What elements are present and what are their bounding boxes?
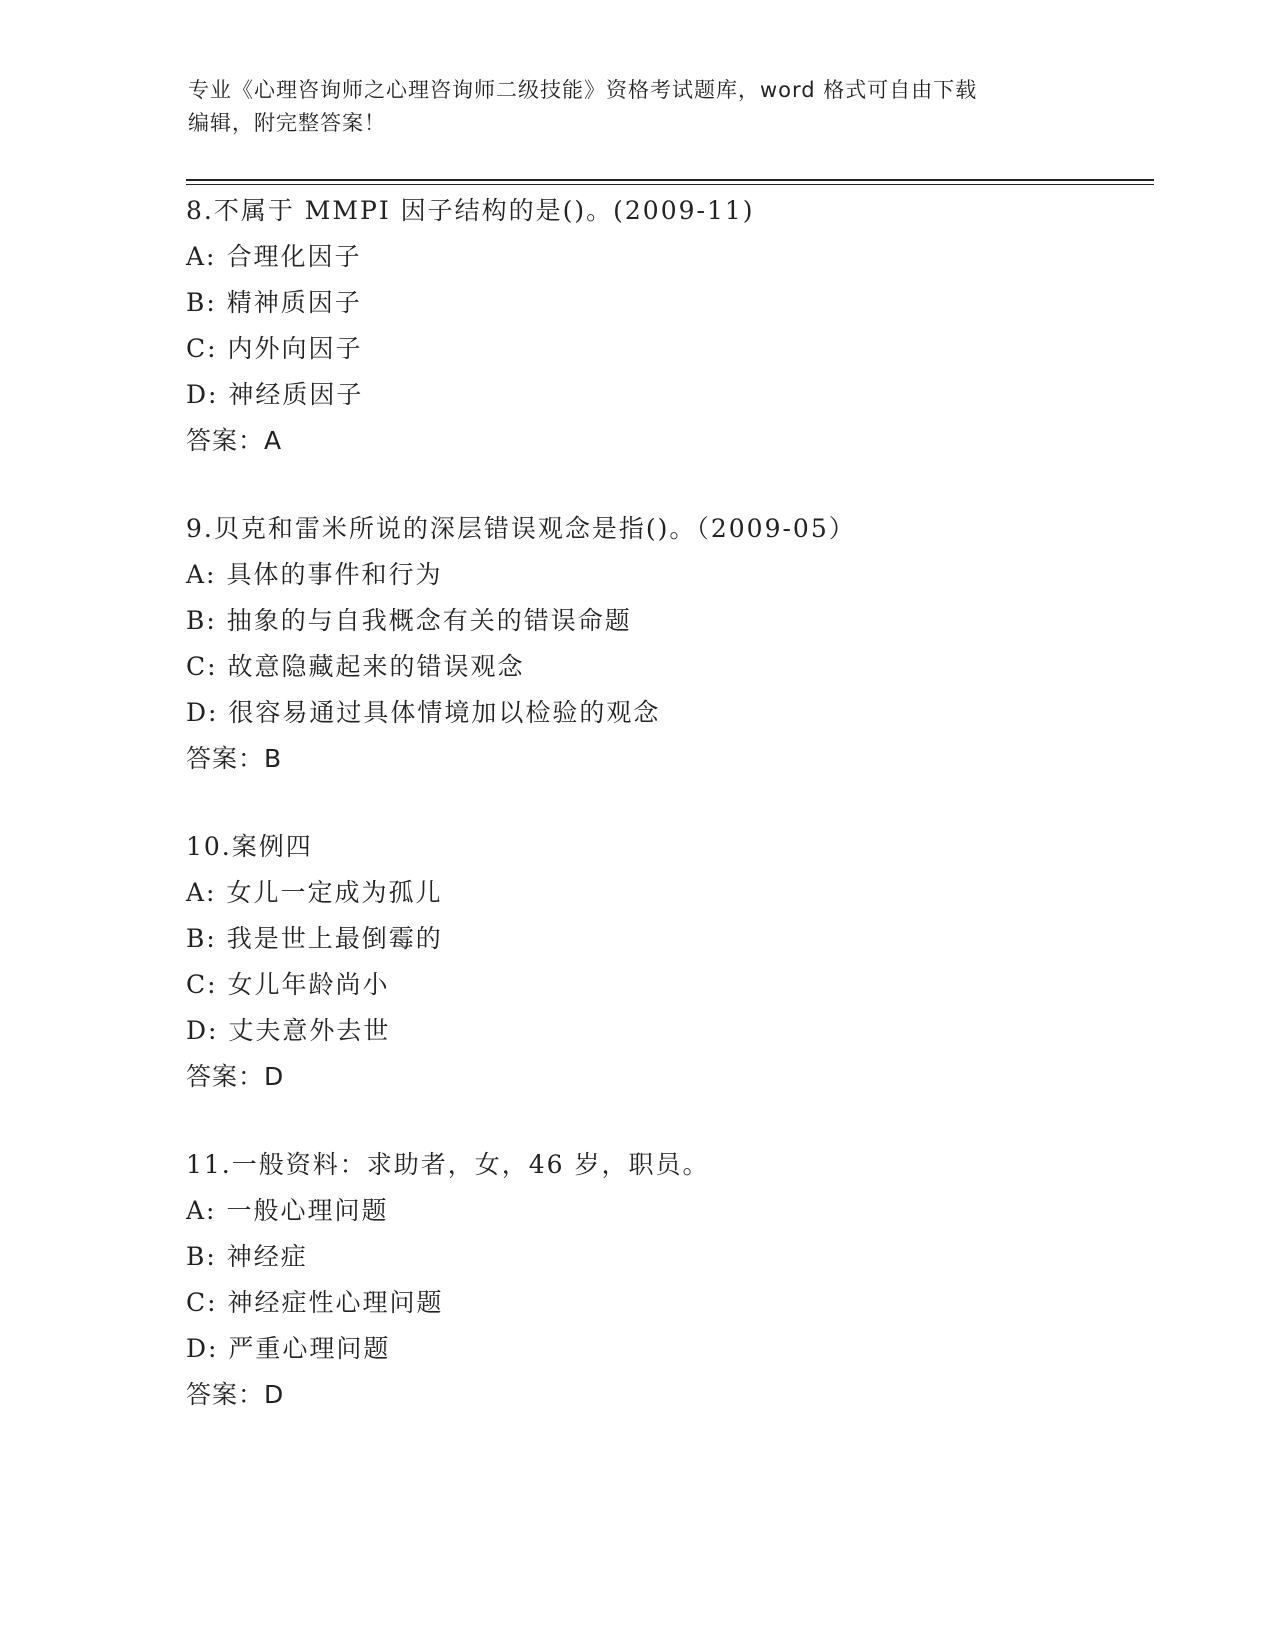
header-divider-thin [186,184,1154,185]
question-stem: 11.一般资料：求助者，女，46 岁，职员。 [186,1150,710,1179]
option-text: 具体的事件和行为 [226,560,443,589]
option-label: B: [186,924,217,953]
answer: 答案：B [186,744,283,773]
header-line-2: 编辑，附完整答案！ [188,111,386,135]
option-label: D: [186,1334,219,1363]
option-a [186,552,1146,598]
question-8 [186,188,1146,464]
option-text: 神经质因子 [228,380,364,409]
question-stem: 9.贝克和雷米所说的深层错误观念是指()。（2009-05） [186,514,856,543]
option-c [186,1280,1146,1326]
option-text: 丈夫意外去世 [228,1016,391,1045]
option-a [186,234,1146,280]
option-label: D: [186,698,219,727]
question-stem: 10.案例四 [186,832,313,861]
option-b [186,916,1146,962]
option-label: C: [186,1288,218,1317]
question-9 [186,506,1146,782]
option-label: B: [186,288,217,317]
option-label: B: [186,1242,217,1271]
answer: 答案：D [186,1380,285,1409]
option-c [186,644,1146,690]
option-text: 女儿年龄尚小 [227,970,390,999]
document-header [188,74,1088,140]
option-text: 一般心理问题 [226,1196,389,1225]
question-10 [186,824,1146,1100]
option-text: 女儿一定成为孤儿 [226,878,443,907]
question-stem: 8.不属于 MMPI 因子结构的是()。(2009-11) [186,196,755,225]
option-text: 故意隐藏起来的错误观念 [227,652,525,681]
option-text: 内外向因子 [227,334,363,363]
header-divider-thick [186,179,1154,181]
option-c [186,962,1146,1008]
option-label: A: [186,1196,217,1225]
option-text: 神经症性心理问题 [227,1288,444,1317]
option-b [186,280,1146,326]
question-list [186,188,1146,1460]
option-label: A: [186,560,217,589]
option-c [186,326,1146,372]
answer: 答案：D [186,1062,285,1091]
answer: 答案：A [186,426,283,455]
option-label: D: [186,1016,219,1045]
header-line-1: 专业《心理咨询师之心理咨询师二级技能》资格考试题库，word 格式可自由下载 [188,78,978,102]
option-d [186,1008,1146,1054]
option-b [186,1234,1146,1280]
option-d [186,690,1146,736]
option-label: A: [186,878,217,907]
option-label: D: [186,380,219,409]
question-11 [186,1142,1146,1418]
option-a [186,870,1146,916]
option-label: A: [186,242,217,271]
option-label: C: [186,970,218,999]
option-text: 精神质因子 [226,288,362,317]
option-text: 很容易通过具体情境加以检验的观念 [228,698,661,727]
option-a [186,1188,1146,1234]
option-text: 抽象的与自我概念有关的错误命题 [226,606,632,635]
option-label: C: [186,652,218,681]
option-d [186,1326,1146,1372]
option-text: 严重心理问题 [228,1334,391,1363]
option-text: 合理化因子 [226,242,362,271]
option-d [186,372,1146,418]
option-text: 我是世上最倒霉的 [226,924,443,953]
option-label: C: [186,334,218,363]
option-label: B: [186,606,217,635]
option-b [186,598,1146,644]
option-text: 神经症 [226,1242,308,1271]
